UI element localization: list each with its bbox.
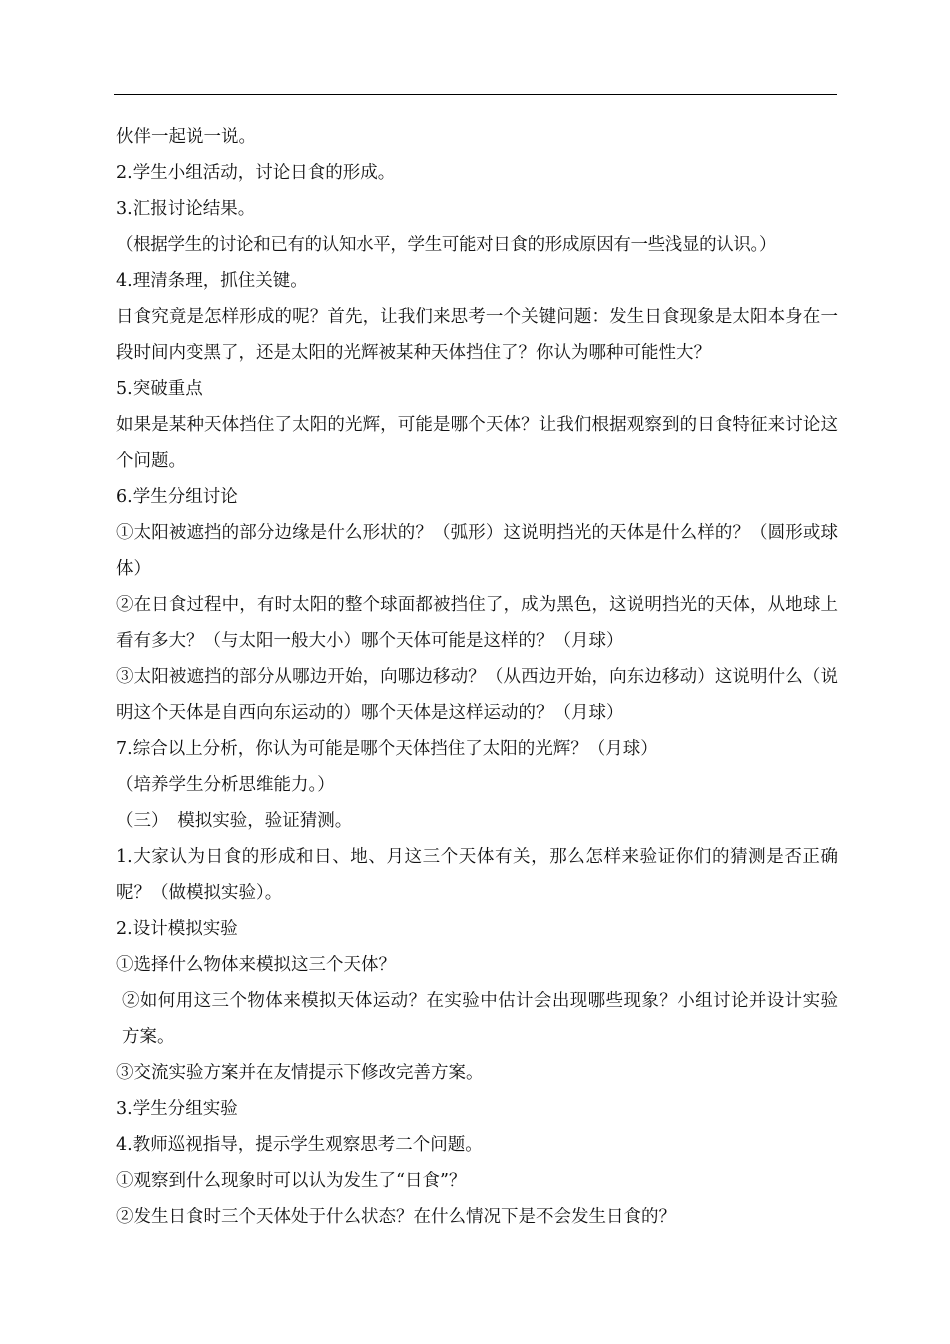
paragraph: （根据学生的讨论和已有的认知水平，学生可能对日食的形成原因有一些浅显的认识。） bbox=[116, 235, 777, 255]
paragraph: 伙伴一起说一说。 bbox=[116, 127, 256, 147]
paragraph: ②如何用这三个物体来模拟天体运动？在实验中估计会出现哪些现象？小组讨论并设计实验方案。 bbox=[122, 991, 838, 1047]
paragraph: ②在日食过程中，有时太阳的整个球面都被挡住了，成为黑色，这说明挡光的天体，从地球上看有多大？（与太阳一般大小）哪个天体可能是这样的？（月球） bbox=[116, 595, 838, 651]
paragraph: 2.设计模拟实验 bbox=[116, 919, 238, 939]
document-body bbox=[116, 119, 838, 1235]
paragraph: 2.学生小组活动，讨论日食的形成。 bbox=[116, 163, 396, 183]
section-heading: （三） 模拟实验，验证猜测。 bbox=[116, 811, 353, 831]
paragraph: 如果是某种天体挡住了太阳的光辉，可能是哪个天体？让我们根据观察到的日食特征来讨论这个问题。 bbox=[116, 415, 838, 471]
header-rule bbox=[114, 94, 837, 95]
paragraph: 6.学生分组讨论 bbox=[116, 487, 238, 507]
paragraph: ①观察到什么现象时可以认为发生了“日食”？ bbox=[116, 1171, 467, 1191]
paragraph: 4.教师巡视指导，提示学生观察思考二个问题。 bbox=[116, 1135, 483, 1155]
paragraph: （培养学生分析思维能力。） bbox=[116, 775, 335, 795]
paragraph: 3.学生分组实验 bbox=[116, 1099, 238, 1119]
paragraph: 日食究竟是怎样形成的呢？首先，让我们来思考一个关键问题：发生日食现象是太阳本身在一段时间内变黑了，还是太阳的光辉被某种天体挡住了？你认为哪种可能性大？ bbox=[116, 307, 838, 363]
paragraph: ①选择什么物体来模拟这三个天体？ bbox=[116, 955, 396, 975]
paragraph: ③交流实验方案并在友情提示下修改完善方案。 bbox=[116, 1063, 484, 1083]
paragraph: 3.汇报讨论结果。 bbox=[116, 199, 256, 219]
paragraph: 4.理清条理，抓住关键。 bbox=[116, 271, 308, 291]
paragraph: ①太阳被遮挡的部分边缘是什么形状的？（弧形）这说明挡光的天体是什么样的？（圆形或球体） bbox=[116, 523, 838, 579]
paragraph: ②发生日食时三个天体处于什么状态？在什么情况下是不会发生日食的？ bbox=[116, 1207, 676, 1227]
paragraph: 7.综合以上分析，你认为可能是哪个天体挡住了太阳的光辉？（月球） bbox=[116, 739, 658, 759]
paragraph: 1.大家认为日食的形成和日、地、月这三个天体有关，那么怎样来验证你们的猜测是否正确呢？（做模拟实验）。 bbox=[116, 847, 838, 903]
paragraph: 5.突破重点 bbox=[116, 379, 203, 399]
paragraph: ③太阳被遮挡的部分从哪边开始，向哪边移动？（从西边开始，向东边移动）这说明什么（说明这个天体是自西向东运动的）哪个天体是这样运动的？（月球） bbox=[116, 667, 838, 723]
